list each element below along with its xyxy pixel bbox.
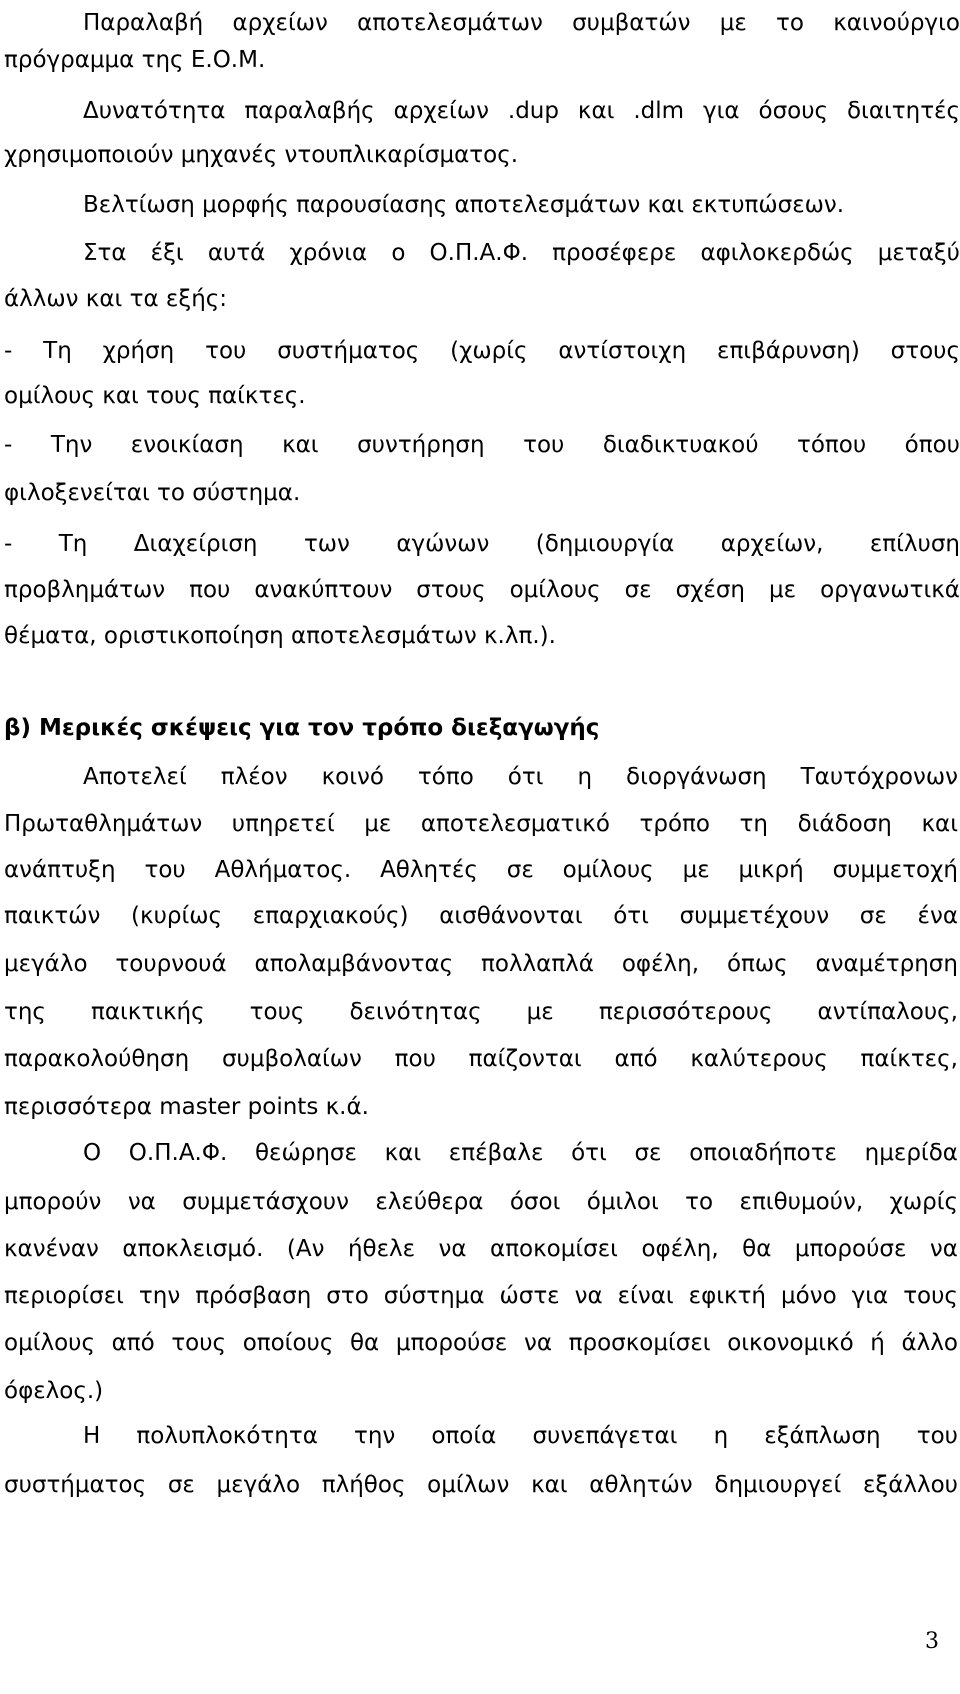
text-line: Πρωταθλημάτων υπηρετεί με αποτελεσματικό τρόπο τη διάδοση και (4, 811, 958, 837)
text-line: ανάπτυξη του Αθλήματος. Αθλητές σε ομίλους με μικρή συμμετοχή (4, 857, 958, 883)
text-line: Βελτίωση μορφής παρουσίασης αποτελεσμάτων και εκτυπώσεων. (83, 192, 845, 218)
text-line: φιλοξενείται το σύστημα. (4, 480, 301, 506)
text-line: μπορούν να συμμετάσχουν ελεύθερα όσοι όμιλοι το επιθυμούν, χωρίς (4, 1189, 958, 1215)
section-heading: β) Μερικές σκέψεις για τον τρόπο διεξαγωγής (4, 715, 600, 741)
text-line: Στα έξι αυτά χρόνια ο Ο.Π.Α.Φ. προσέφερε αφιλοκερδώς μεταξύ (83, 240, 960, 266)
text-line: Αποτελεί πλέον κοινό τόπο ότι η διοργάνωση Ταυτόχρονων (83, 764, 958, 790)
text-line: προβλημάτων που ανακύπτουν στους ομίλους σε σχέση με οργανωτικά (4, 577, 960, 603)
text-line: πρόγραμμα της Ε.Ο.Μ. (4, 47, 266, 73)
text-line: περισσότερα master points κ.ά. (4, 1094, 369, 1120)
text-line: - Την ενοικίαση και συντήρηση του διαδικτυακού τόπου όπου (4, 432, 960, 458)
text-line: της παικτικής τους δεινότητας με περισσότερους αντίπαλους, (4, 999, 958, 1025)
text-line: παικτών (κυρίως επαρχιακούς) αισθάνονται ότι συμμετέχουν σε ένα (4, 903, 958, 929)
text-line: άλλων και τα εξής: (4, 286, 228, 312)
text-line: ομίλους από τους οποίους θα μπορούσε να προσκομίσει οικονομικό ή άλλο (4, 1330, 958, 1356)
text-line: χρησιμοποιούν μηχανές ντουπλικαρίσματος. (4, 142, 519, 168)
text-line: παρακολούθηση συμβολαίων που παίζονται από καλύτερους παίκτες, (4, 1046, 958, 1072)
text-line: Ο Ο.Π.Α.Φ. θεώρησε και επέβαλε ότι σε οποιαδήποτε ημερίδα (83, 1140, 958, 1166)
text-line: - Τη Διαχείριση των αγώνων (δημιουργία αρχείων, επίλυση (4, 531, 960, 557)
text-line: ομίλους και τους παίκτες. (4, 383, 306, 409)
text-line: όφελος.) (4, 1378, 104, 1404)
text-line: - Τη χρήση του συστήματος (χωρίς αντίστοιχη επιβάρυνση) στους (4, 338, 960, 364)
text-line: κανέναν αποκλεισμό. (Αν ήθελε να αποκομίσει οφέλη, θα μπορούσε να (4, 1236, 958, 1262)
text-line: συστήματος σε μεγάλο πλήθος ομίλων και αθλητών δημιουργεί εξάλλου (4, 1472, 958, 1498)
text-line: Η πολυπλοκότητα την οποία συνεπάγεται η εξάπλωση του (83, 1423, 958, 1449)
text-line: μεγάλο τουρνουά απολαμβάνοντας πολλαπλά οφέλη, όπως αναμέτρηση (4, 951, 958, 977)
text-line: Δυνατότητα παραλαβής αρχείων .dup και .dlm για όσους διαιτητές (83, 98, 960, 124)
text-line: θέματα, οριστικοποίηση αποτελεσμάτων κ.λπ.). (4, 623, 556, 649)
page-number: 3 (925, 1629, 939, 1654)
text-line: περιορίσει την πρόσβαση στο σύστημα ώστε να είναι εφικτή μόνο για τους (4, 1283, 958, 1309)
text-line: Παραλαβή αρχείων αποτελεσμάτων συμβατών με το καινούργιο (83, 10, 960, 36)
